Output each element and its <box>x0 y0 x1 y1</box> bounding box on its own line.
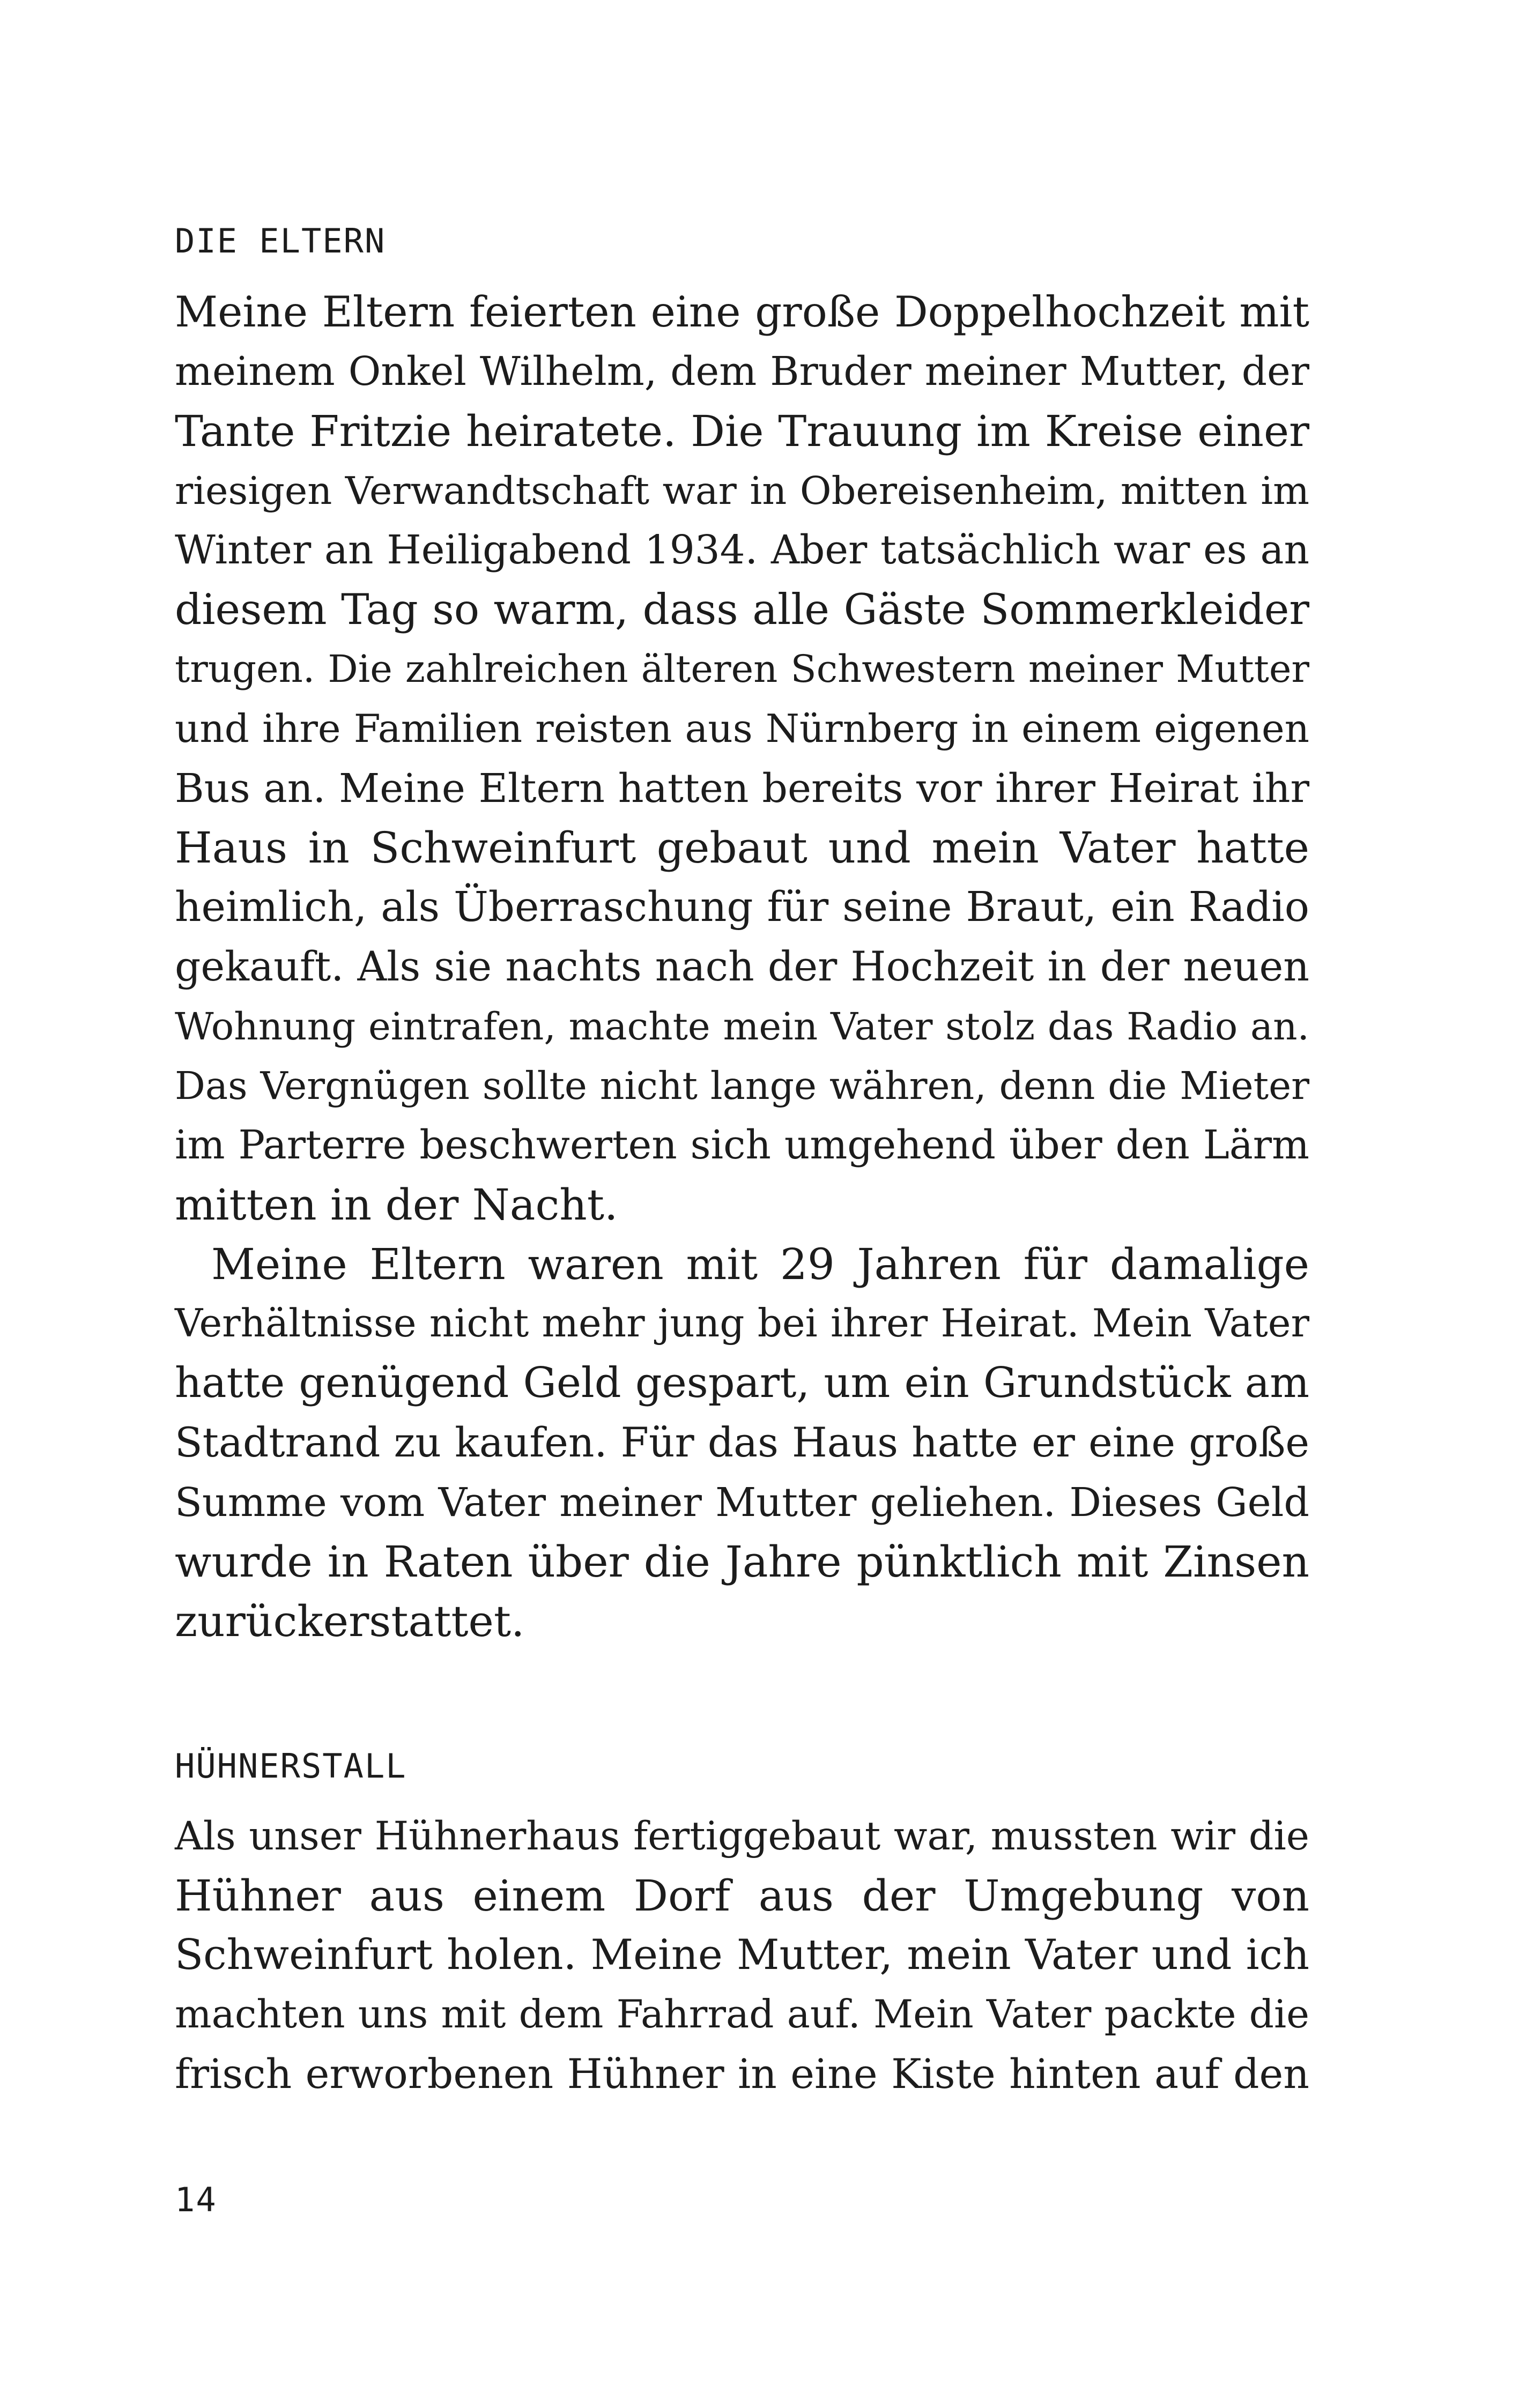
text-line: Wohnung eintrafen, machte mein Vater stolz das Radio an. <box>175 1004 1309 1049</box>
text-line: riesigen Verwandtschaft war in Obereisenheim, mitten im <box>175 469 1309 513</box>
section-heading-die-eltern: DIE ELTERN <box>175 221 386 261</box>
text-line: Schweinfurt holen. Meine Mutter, mein Vater und ich <box>175 1931 1309 1979</box>
text-line: Haus in Schweinfurt gebaut und mein Vater hatte <box>175 823 1309 873</box>
text-line: Meine Eltern waren mit 29 Jahren für damalige <box>211 1239 1309 1289</box>
text-line: frisch erworbenen Hühner in eine Kiste hinten auf den <box>175 2050 1309 2098</box>
paragraph-huehnerstall-1 <box>175 1807 1309 2104</box>
text-line: meinem Onkel Wilhelm, dem Bruder meiner Mutter, der <box>175 348 1309 395</box>
text-line: im Parterre beschwerten sich umgehend über den Lärm <box>175 1123 1309 1168</box>
text-line: gekauft. Als sie nachts nach der Hochzeit in der neuen <box>175 943 1309 990</box>
text-line: Als unser Hühnerhaus fertiggebaut war, mussten wir die <box>175 1814 1309 1859</box>
page-number: 14 <box>175 2180 217 2219</box>
text-line: machten uns mit dem Fahrrad auf. Mein Vater packte die <box>175 1992 1309 2037</box>
text-line: hatte genügend Geld gespart, um ein Grundstück am <box>175 1359 1309 1407</box>
text-line: Tante Fritzie heiratete. Die Trauung im Kreise einer <box>175 406 1309 456</box>
text-line: Bus an. Meine Eltern hatten bereits vor ihrer Heirat ihr <box>175 765 1309 812</box>
text-line: Das Vergnügen sollte nicht lange währen, denn die Mieter <box>175 1064 1309 1108</box>
text-line: Stadtrand zu kaufen. Für das Haus hatte er eine große <box>175 1419 1309 1466</box>
text-line: trugen. Die zahlreichen älteren Schwestern meiner Mutter <box>175 647 1309 691</box>
text-line: heimlich, als Überraschung für seine Braut, ein Radio <box>175 883 1309 931</box>
text-line: Winter an Heiligabend 1934. Aber tatsächlich war es an <box>175 527 1309 573</box>
paragraph-die-eltern-1 <box>175 283 1309 1235</box>
text-line: Verhältnisse nicht mehr jung bei ihrer Heirat. Mein Vater <box>175 1301 1309 1346</box>
text-line: diesem Tag so warm, dass alle Gäste Sommerkleider <box>175 585 1309 634</box>
section-heading-huehnerstall: HÜHNERSTALL <box>175 1746 407 1786</box>
text-line: mitten in der Nacht. <box>175 1180 618 1230</box>
paragraph-die-eltern-2 <box>175 1235 1309 1651</box>
text-line: Meine Eltern feierten eine große Doppelhochzeit mit <box>175 288 1309 337</box>
text-line: zurückerstattet. <box>175 1596 525 1646</box>
text-line: Hühner aus einem Dorf aus der Umgebung von <box>175 1871 1309 1921</box>
text-line: und ihre Familien reisten aus Nürnberg in einem eigenen <box>175 706 1309 751</box>
text-line: Summe vom Vater meiner Mutter geliehen. Dieses Geld <box>175 1479 1309 1526</box>
text-line: wurde in Raten über die Jahre pünktlich mit Zinsen <box>175 1537 1309 1587</box>
